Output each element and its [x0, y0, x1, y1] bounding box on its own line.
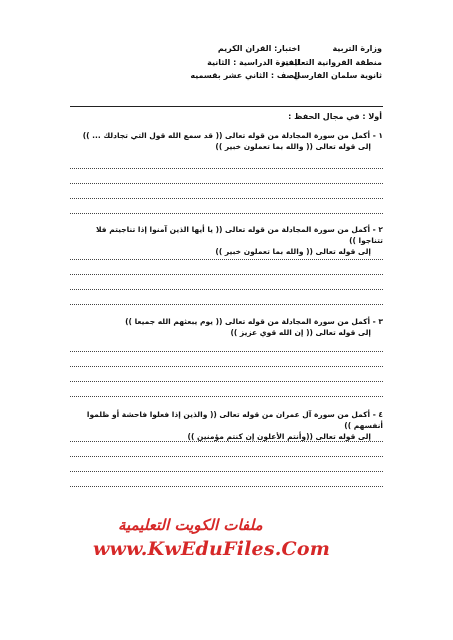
answer-line[interactable]	[70, 471, 383, 472]
answer-line[interactable]	[70, 168, 383, 169]
answer-line[interactable]	[70, 486, 383, 487]
question-2	[70, 224, 383, 257]
header-divider	[70, 106, 383, 107]
question-4-ending: إلى قوله تعالى ((وأنتم الأعلون إن كنتم مؤمنين ))	[187, 432, 371, 441]
answer-line[interactable]	[70, 381, 383, 382]
question-4-prompt: ٤ - أكمل من سورة آل عمران من قوله تعالى (( والذين إذا فعلوا فاحشة أو ظلموا أنفسهم ))	[86, 410, 383, 430]
watermark-url[interactable]: www.KwEduFiles.Com	[93, 538, 331, 560]
question-1	[70, 130, 383, 152]
answer-line[interactable]	[70, 259, 383, 260]
district-name: منطقة الفروانية التعليمية	[280, 57, 382, 67]
question-4	[70, 409, 383, 442]
answer-line[interactable]	[70, 289, 383, 290]
exam-subject: اختبار: القران الكريم	[217, 44, 300, 53]
answer-line[interactable]	[70, 441, 383, 442]
header-exam-block	[170, 42, 300, 83]
question-2-ending: إلى قوله تعالى (( والله بما تعملون خبير ))	[215, 247, 371, 256]
exam-term: الفترة الدراسية : الثانية	[207, 57, 300, 67]
answer-line[interactable]	[70, 274, 383, 275]
answer-line[interactable]	[70, 456, 383, 457]
answer-line[interactable]	[70, 366, 383, 367]
question-1-ending: إلى قوله تعالى (( والله بما تعملون خبير ))	[215, 142, 371, 151]
exam-grade: الصف : الثاني عشر بقسميه	[190, 71, 300, 80]
school-name: ثانوية سلمان الفارسي	[293, 71, 382, 80]
question-3-prompt: ٣ - أكمل من سورة المجادلة من قوله تعالى (( يوم يبعثهم الله جميعا ))	[125, 317, 383, 326]
answer-line[interactable]	[70, 213, 383, 214]
watermark-arabic: ملفات الكويت التعليمية	[118, 516, 263, 534]
section-title: أولا : في مجال الحفظ :	[288, 112, 382, 121]
answer-line[interactable]	[70, 396, 383, 397]
question-1-prompt: ١ - أكمل من سورة المجادلة من قوله تعالى (( قد سمع الله قول التي تجادلك ... ))	[82, 131, 383, 140]
question-3-ending: إلى قوله تعالى (( إن الله قوي عزيز ))	[230, 328, 371, 337]
answer-line[interactable]	[70, 304, 383, 305]
question-3	[70, 316, 383, 338]
answer-line[interactable]	[70, 198, 383, 199]
answer-line[interactable]	[70, 183, 383, 184]
answer-line[interactable]	[70, 351, 383, 352]
ministry-name: وزارة التربية	[332, 44, 382, 53]
question-2-prompt: ٢ - أكمل من سورة المجادلة من قوله تعالى (( يا أيها الذين آمنوا إذا تناجيتم فلا تتناجوا ))	[95, 225, 383, 245]
